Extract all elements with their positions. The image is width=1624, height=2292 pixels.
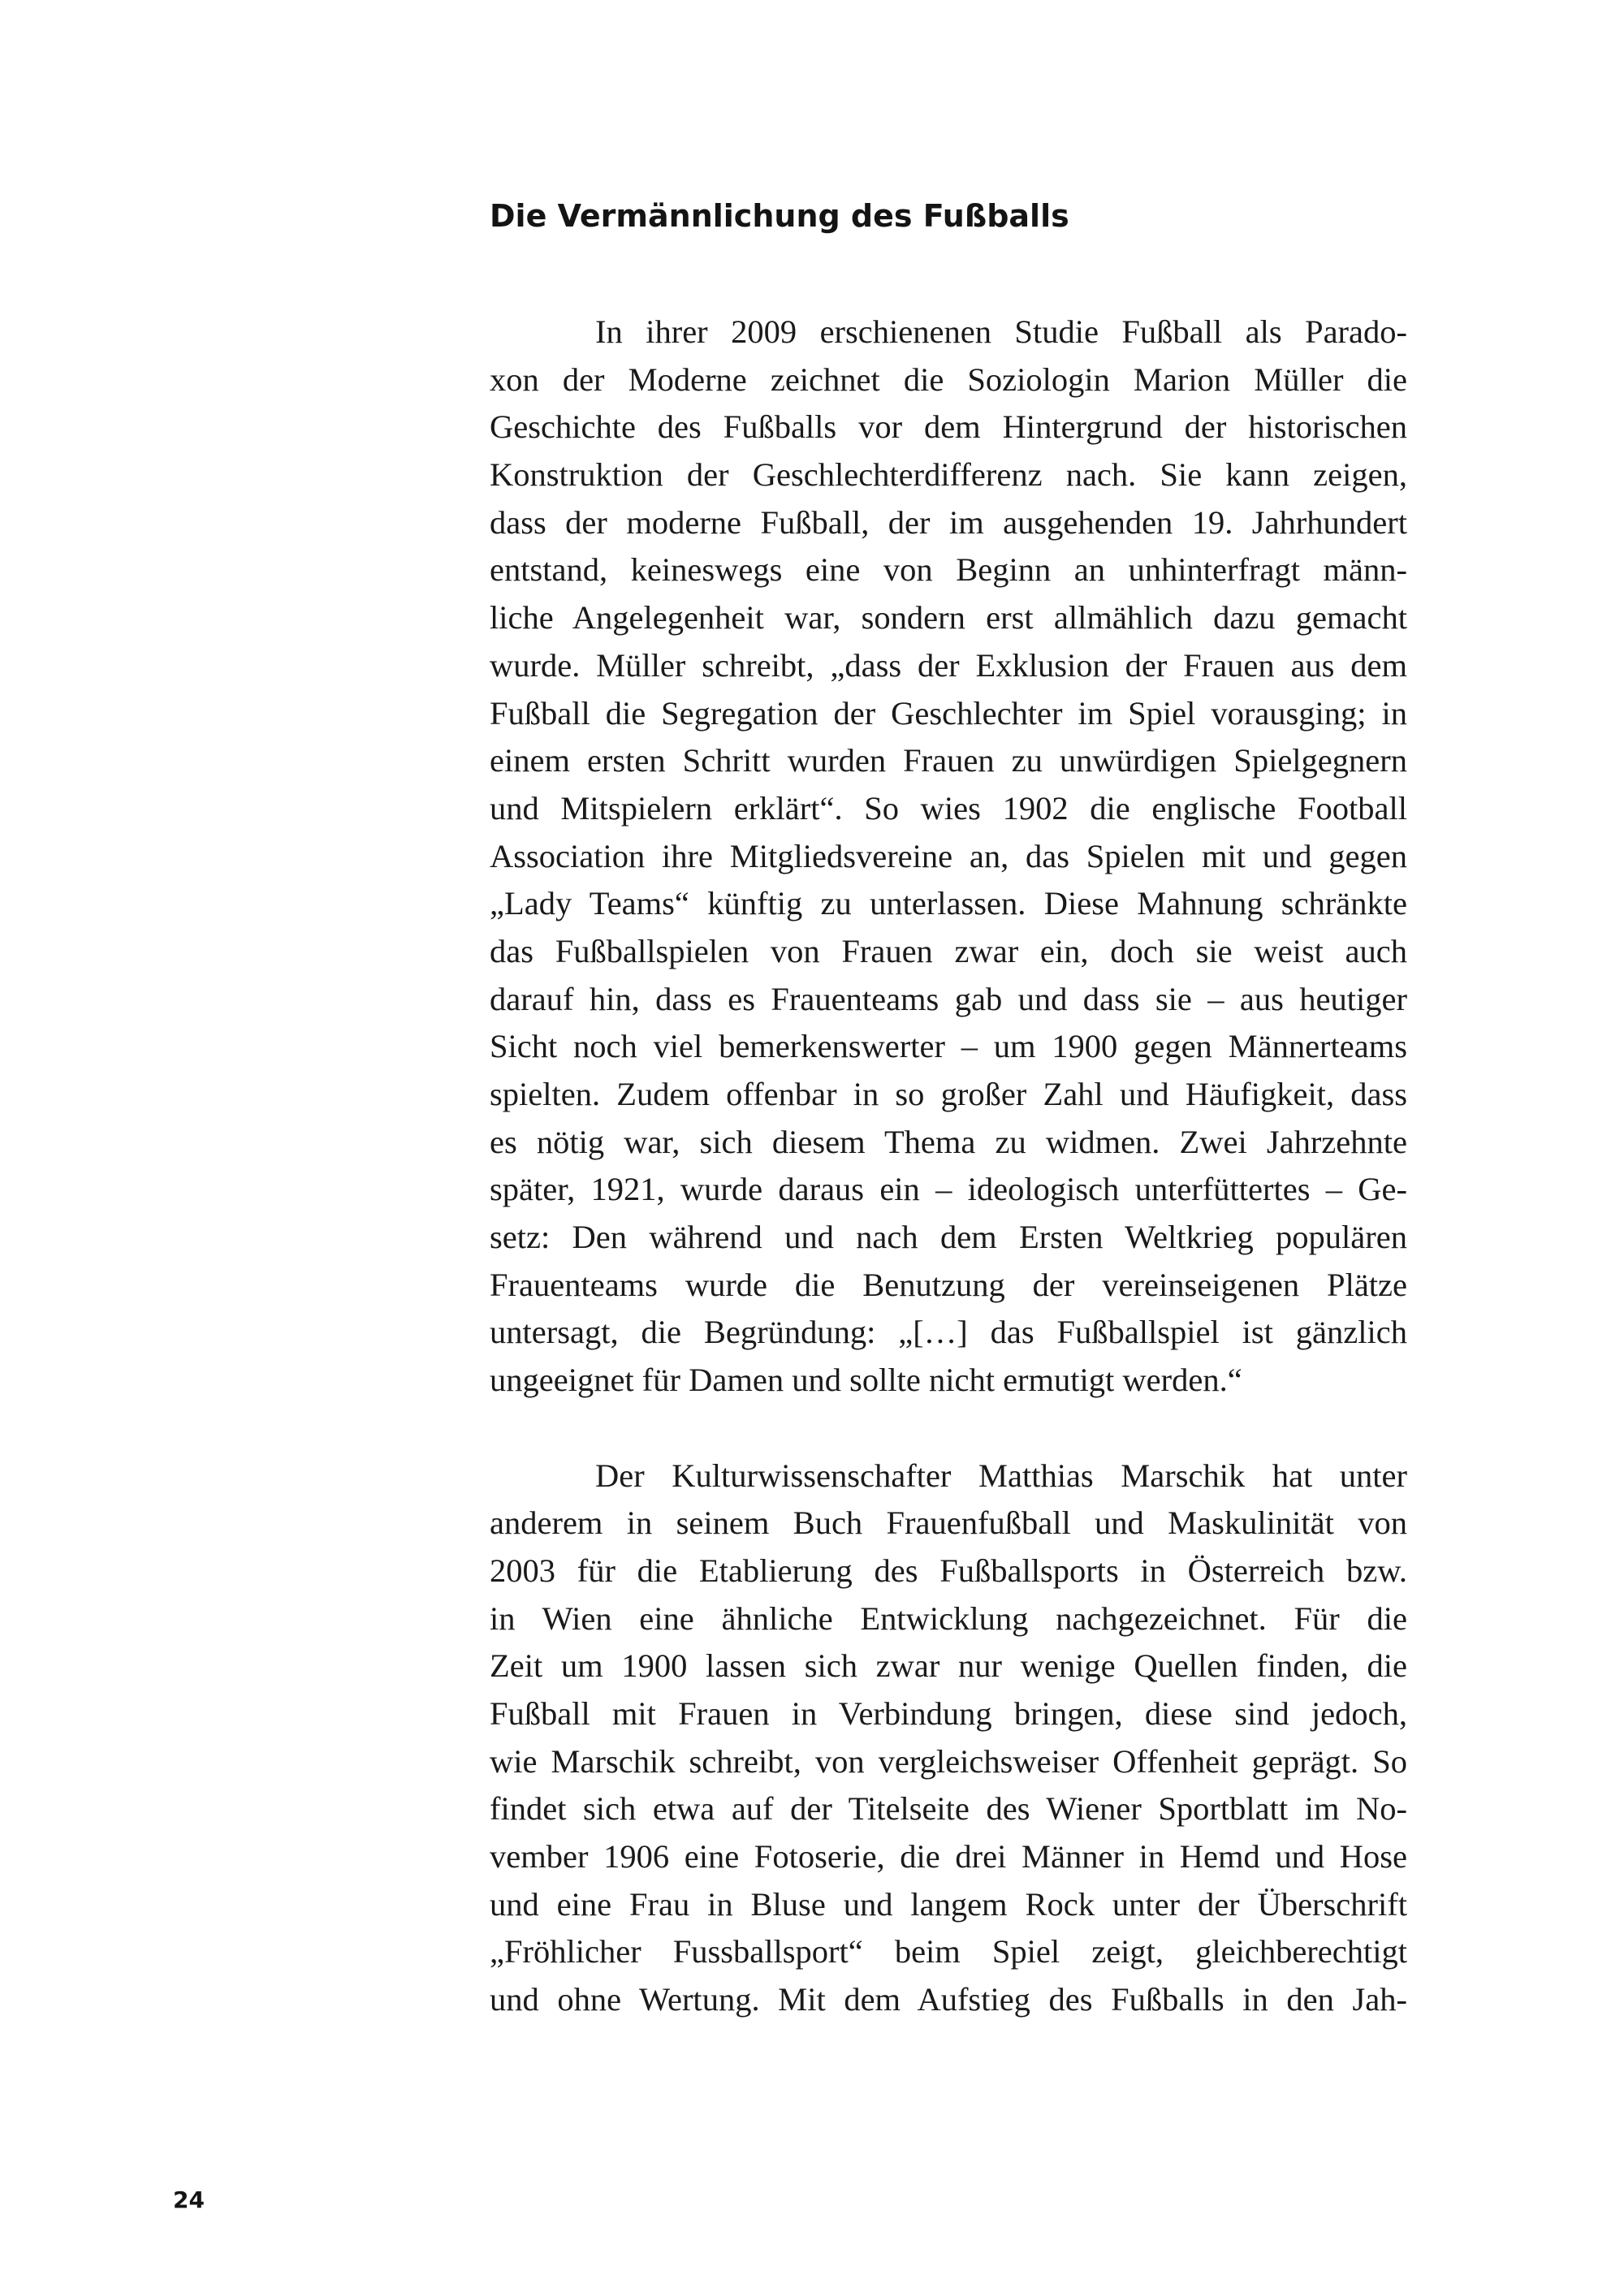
text-line: vember 1906 eine Fotoserie, die drei Männer in Hemd und Hose	[490, 1838, 1407, 1875]
text-line: einem ersten Schritt wurden Frauen zu unwürdigen Spielgegnern	[490, 742, 1407, 779]
text-line: „Lady Teams“ künftig zu unterlassen. Diese Mahnung schränkte	[490, 885, 1407, 922]
text-line: dass der moderne Fußball, der im ausgehenden 19. Jahrhundert	[490, 503, 1407, 541]
text-line: spielten. Zudem offenbar in so großer Zahl und Häufigkeit, dass	[490, 1076, 1407, 1112]
text-line: später, 1921, wurde daraus ein – ideologisch unterfüttertes – Ge-	[490, 1171, 1407, 1208]
paragraph-gap	[490, 1405, 1407, 1452]
text-line: Frauenteams wurde die Benutzung der vereinseigenen Plätze	[490, 1266, 1407, 1303]
text-line: Der Kulturwissenschafter Matthias Marschik hat unter	[595, 1457, 1407, 1494]
body-text	[490, 309, 1407, 2024]
text-line: entstand, keineswegs eine von Beginn an unhinterfragt männ-	[490, 551, 1407, 589]
text-line: Fußball die Segregation der Geschlechter im Spiel vorausging; in	[490, 694, 1407, 732]
text-line: in Wien eine ähnliche Entwicklung nachgezeichnet. Für die	[490, 1599, 1407, 1637]
text-line: wurde. Müller schreibt, „dass der Exklusion der Frauen aus dem	[490, 646, 1407, 684]
text-line: Association ihre Mitgliedsvereine an, das Spielen mit und gegen	[490, 837, 1407, 874]
page-number: 24	[173, 2186, 205, 2213]
text-line: und ohne Wertung. Mit dem Aufstieg des Fußballs in den Jah-	[490, 1981, 1407, 2018]
text-line: und eine Frau in Bluse und langem Rock unter der Überschrift	[490, 1885, 1407, 1923]
text-line: anderem in seinem Buch Frauenfußball und Maskulinität von	[490, 1504, 1407, 1542]
text-line: Fußball mit Frauen in Verbindung bringen, diese sind jedoch,	[490, 1694, 1407, 1732]
text-line: In ihrer 2009 erschienenen Studie Fußball als Parado-	[595, 313, 1407, 350]
paragraph	[490, 309, 1407, 1405]
text-line: findet sich etwa auf der Titelseite des Wiener Sportblatt im No-	[490, 1790, 1407, 1828]
paragraph	[490, 1452, 1407, 2024]
text-line: „Fröhlicher Fussballsport“ beim Spiel zeigt, gleichberechtigt	[490, 1933, 1407, 1970]
text-line: wie Marschik schreibt, von vergleichsweiser Offenheit geprägt. So	[490, 1742, 1407, 1780]
text-line: setz: Den während und nach dem Ersten Weltkrieg populären	[490, 1219, 1407, 1256]
text-line: xon der Moderne zeichnet die Soziologin Marion Müller die	[490, 360, 1407, 398]
text-line: ungeeignet für Damen und sollte nicht ermutigt werden.“	[490, 1362, 1242, 1399]
text-line: das Fußballspielen von Frauen zwar ein, doch sie weist auch	[490, 932, 1407, 969]
text-line: Sicht noch viel bemerkenswerter – um 1900 gegen Männerteams	[490, 1028, 1407, 1065]
text-line: Zeit um 1900 lassen sich zwar nur wenige Quellen finden, die	[490, 1647, 1407, 1685]
text-line: untersagt, die Begründung: „[…] das Fußballspiel ist gänzlich	[490, 1314, 1407, 1351]
text-line: darauf hin, dass es Frauenteams gab und dass sie – aus heutiger	[490, 980, 1407, 1017]
chapter-heading: Die Vermännlichung des Fußballs	[490, 198, 1069, 234]
text-line: Geschichte des Fußballs vor dem Hintergrund der historischen	[490, 408, 1407, 446]
text-line: 2003 für die Etablierung des Fußballsports in Österreich bzw.	[490, 1552, 1407, 1589]
text-line: Konstruktion der Geschlechterdifferenz nach. Sie kann zeigen,	[490, 456, 1407, 494]
text-line: und Mitspielern erklärt“. So wies 1902 die englische Football	[490, 789, 1407, 827]
text-line: liche Angelegenheit war, sondern erst allmählich dazu gemacht	[490, 599, 1407, 637]
text-line: es nötig war, sich diesem Thema zu widmen. Zwei Jahrzehnte	[490, 1123, 1407, 1160]
